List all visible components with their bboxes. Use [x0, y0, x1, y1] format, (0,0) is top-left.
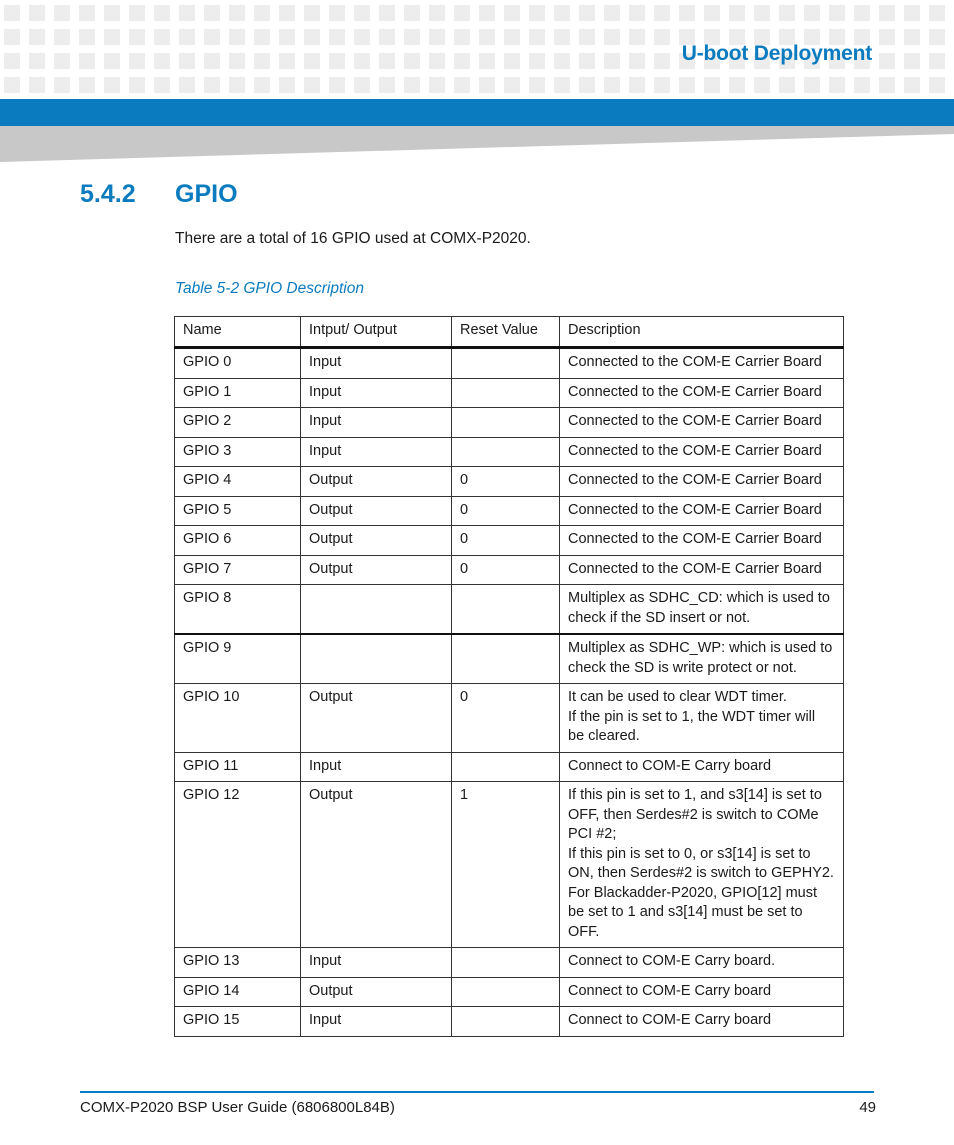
table-row [175, 752, 844, 782]
description-line: Connected to the COM-E Carrier Board [568, 560, 822, 577]
description-line: Multiplex as SDHC_CD: which is used to check if the SD insert or not. [568, 590, 830, 626]
name-cell: GPIO 9 [175, 634, 301, 684]
table-row [175, 467, 844, 497]
reset-value-cell [452, 634, 560, 684]
column-header-io: Intput/ Output [301, 317, 452, 348]
io-cell [301, 585, 452, 635]
header-gray-wedge [0, 126, 954, 162]
description-cell [560, 555, 844, 585]
footer-rule [80, 1091, 874, 1093]
name-cell: GPIO 8 [175, 585, 301, 635]
reset-value-cell: 0 [452, 467, 560, 497]
reset-value-cell: 0 [452, 526, 560, 556]
description-line: Connected to the COM-E Carrier Board [568, 531, 822, 547]
description-line: Connected to the COM-E Carrier Board [568, 442, 822, 459]
io-cell: Input [301, 378, 452, 408]
name-cell: GPIO 15 [175, 1007, 301, 1037]
reset-value-cell: 0 [452, 496, 560, 526]
reset-value-cell [452, 378, 560, 408]
description-cell [560, 467, 844, 497]
description-cell [560, 408, 844, 438]
reset-value-cell: 1 [452, 782, 560, 948]
table-row [175, 977, 844, 1007]
description-line: Multiplex as SDHC_WP: which is used to check the SD is write protect or not. [568, 640, 833, 676]
io-cell: Input [301, 752, 452, 782]
table-row [175, 782, 844, 948]
io-cell [301, 634, 452, 684]
description-line: Connected to the COM-E Carrier Board [568, 354, 822, 370]
footer-document-title: COMX-P2020 BSP User Guide (6806800L84B) [80, 1099, 395, 1116]
name-cell: GPIO 7 [175, 555, 301, 585]
description-line: Connected to the COM-E Carrier Board [568, 383, 822, 400]
io-cell: Output [301, 555, 452, 585]
table-row [175, 555, 844, 585]
reset-value-cell [452, 408, 560, 438]
name-cell: GPIO 6 [175, 526, 301, 556]
reset-value-cell [452, 948, 560, 978]
column-header-description: Description [560, 317, 844, 348]
description-line: Connect to COM-E Carry board [568, 757, 772, 774]
table-row [175, 684, 844, 753]
description-cell [560, 496, 844, 526]
reset-value-cell [452, 585, 560, 635]
name-cell: GPIO 10 [175, 684, 301, 753]
description-line: Connect to COM-E Carry board [568, 982, 772, 999]
chapter-header-title: U-boot Deployment [681, 42, 872, 65]
description-line: Connected to the COM-E Carrier Board [568, 413, 822, 429]
reset-value-cell [452, 348, 560, 379]
description-line: It can be used to clear WDT timer. [568, 689, 787, 705]
section-title: GPIO [175, 180, 238, 208]
name-cell: GPIO 0 [175, 348, 301, 379]
name-cell: GPIO 12 [175, 782, 301, 948]
description-cell [560, 585, 844, 635]
io-cell: Input [301, 1007, 452, 1037]
table-row [175, 437, 844, 467]
table-header-row [175, 317, 844, 348]
reset-value-cell [452, 977, 560, 1007]
reset-value-cell: 0 [452, 684, 560, 753]
table-caption: Table 5-2 GPIO Description [175, 280, 364, 297]
name-cell: GPIO 2 [175, 408, 301, 438]
table-row [175, 585, 844, 635]
name-cell: GPIO 14 [175, 977, 301, 1007]
io-cell: Output [301, 496, 452, 526]
name-cell: GPIO 11 [175, 752, 301, 782]
description-line: For Blackadder-P2020, GPIO[12] must be set to 1 and s3[14] must be set to OFF. [568, 884, 818, 940]
reset-value-cell [452, 752, 560, 782]
description-line: If this pin is set to 1, and s3[14] is set to OFF, then Serdes#2 is switch to COMe PCI #2; [568, 787, 822, 842]
io-cell: Output [301, 467, 452, 497]
table-row [175, 948, 844, 978]
description-line: If this pin is set to 0, or s3[14] is set to ON, then Serdes#2 is switch to GEPHY2. [568, 845, 834, 881]
io-cell: Output [301, 977, 452, 1007]
name-cell: GPIO 3 [175, 437, 301, 467]
description-line: Connect to COM-E Carry board. [568, 953, 776, 969]
footer-page-number: 49 [859, 1099, 876, 1116]
table-row [175, 526, 844, 556]
name-cell: GPIO 5 [175, 496, 301, 526]
io-cell: Input [301, 408, 452, 438]
description-cell [560, 634, 844, 684]
reset-value-cell [452, 437, 560, 467]
io-cell: Output [301, 684, 452, 753]
description-cell [560, 782, 844, 948]
table-row [175, 378, 844, 408]
description-line: Connected to the COM-E Carrier Board [568, 472, 822, 488]
description-cell [560, 948, 844, 978]
section-number: 5.4.2 [80, 180, 136, 208]
io-cell: Output [301, 526, 452, 556]
io-cell: Input [301, 437, 452, 467]
header-blue-band [0, 99, 954, 126]
io-cell: Input [301, 348, 452, 379]
column-header-name: Name [175, 317, 301, 348]
table-row [175, 1007, 844, 1037]
reset-value-cell [452, 1007, 560, 1037]
description-line: Connect to COM-E Carry board [568, 1012, 772, 1028]
gpio-description-table [174, 316, 844, 1037]
table-row [175, 634, 844, 684]
name-cell: GPIO 4 [175, 467, 301, 497]
name-cell: GPIO 1 [175, 378, 301, 408]
description-cell [560, 752, 844, 782]
description-cell [560, 684, 844, 753]
io-cell: Input [301, 948, 452, 978]
section-heading [80, 180, 238, 209]
table-body [175, 348, 844, 1037]
description-line: Connected to the COM-E Carrier Board [568, 501, 822, 518]
description-line: If the pin is set to 1, the WDT timer will be cleared. [568, 708, 816, 744]
table-row [175, 348, 844, 379]
description-cell [560, 348, 844, 379]
reset-value-cell: 0 [452, 555, 560, 585]
table-row [175, 408, 844, 438]
description-cell [560, 977, 844, 1007]
name-cell: GPIO 13 [175, 948, 301, 978]
table-row [175, 496, 844, 526]
description-cell [560, 1007, 844, 1037]
description-cell [560, 526, 844, 556]
column-header-reset: Reset Value [452, 317, 560, 348]
description-cell [560, 378, 844, 408]
description-cell [560, 437, 844, 467]
io-cell: Output [301, 782, 452, 948]
intro-paragraph: There are a total of 16 GPIO used at COMX-P2020. [175, 230, 531, 247]
